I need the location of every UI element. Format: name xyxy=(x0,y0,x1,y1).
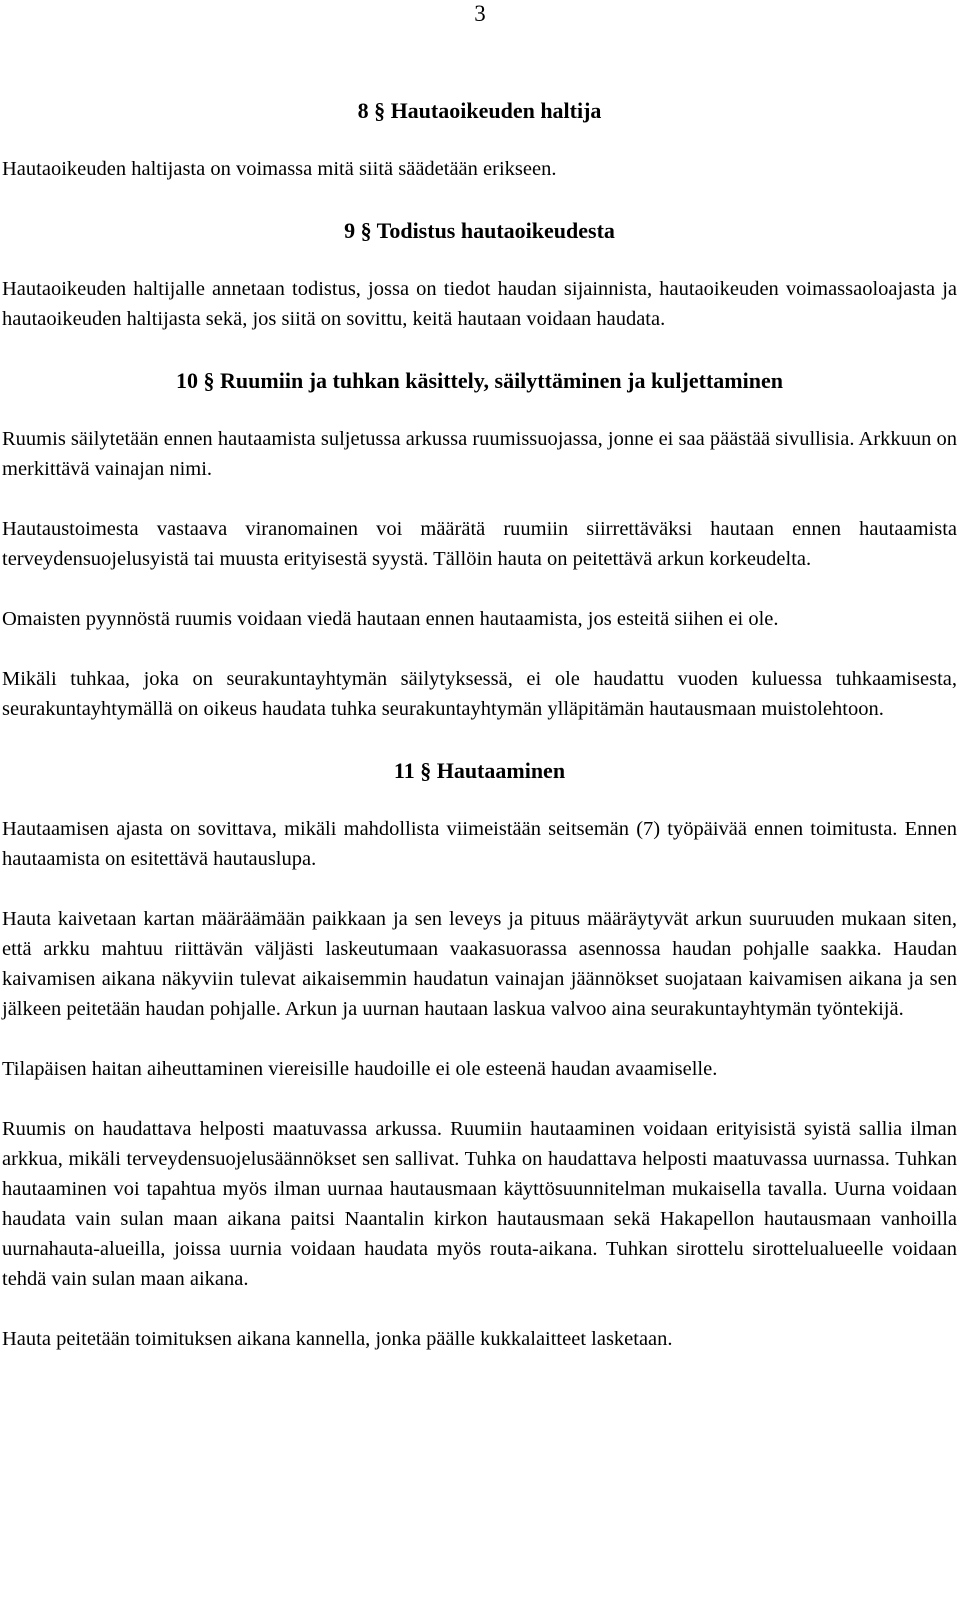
page-number: 3 xyxy=(474,1,486,26)
paragraph: Hautaamisen ajasta on sovittava, mikäli mahdollista viimeistään seitsemän (7) työpäivää ennen toimitusta. Ennen hautaamista on esitettävä hautauslupa. xyxy=(2,818,957,870)
section-heading: 10 § Ruumiin ja tuhkan käsittely, säilyttäminen ja kuljettaminen xyxy=(176,368,783,393)
paragraph: Hautaoikeuden haltijasta on voimassa mitä siitä säädetään erikseen. xyxy=(2,158,557,180)
section-heading: 9 § Todistus hautaoikeudesta xyxy=(344,218,615,243)
paragraph: Omaisten pyynnöstä ruumis voidaan viedä hautaan ennen hautaamista, jos esteitä siihen ei ole. xyxy=(2,608,779,630)
document-body xyxy=(2,94,957,1354)
paragraph: Hautaoikeuden haltijalle annetaan todistus, jossa on tiedot haudan sijainnista, hautaoikeuden voimassaoloajasta ja hautaoikeuden haltijasta sekä, jos siitä on sovittu, keitä hautaan voidaan haudata. xyxy=(2,278,957,330)
paragraph: Hauta peitetään toimituksen aikana kannella, jonka päälle kukkalaitteet lasketaan. xyxy=(2,1328,673,1350)
paragraph: Hautaustoimesta vastaava viranomainen voi määrätä ruumiin siirrettäväksi hautaan ennen hautaamista terveydensuojelusyistä tai muusta erityisestä syystä. Tällöin hauta on peitettävä arkun korkeudelta. xyxy=(2,518,957,570)
paragraph: Ruumis on haudattava helposti maatuvassa arkussa. Ruumiin hautaaminen voidaan erityisistä syistä sallia ilman arkkua, mikäli terveydensuojelusäännökset sen sallivat. Tuhka on haudattava helposti maatuvassa uurnassa. Tuhkan hautaaminen voi tapahtua myös ilman uurnaa hautausmaan käyttösuunnitelman mukaisella tavalla. Uurna voidaan haudata vain sulan maan aikana paitsi Naantalin kirkon hautausmaan sekä Hakapellon hautausmaan vanhoilla uurnahauta-alueilla, joissa uurnia voidaan haudata myös routa-aikana. Tuhkan sirottelu sirottelualueelle voidaan tehdä vain sulan maan aikana. xyxy=(2,1118,957,1290)
section-heading: 11 § Hautaaminen xyxy=(393,758,566,783)
paragraph: Mikäli tuhkaa, joka on seurakuntayhtymän säilytyksessä, ei ole haudattu vuoden kuluessa tuhkaamisesta, seurakuntayhtymällä on oikeus haudata tuhka seurakuntayhtymän ylläpitämän hautausmaan muistolehtoon. xyxy=(2,668,957,720)
paragraph: Ruumis säilytetään ennen hautaamista suljetussa arkussa ruumissuojassa, jonne ei saa päästää sivullisia. Arkkuun on merkittävä vainajan nimi. xyxy=(2,428,957,480)
section-heading: 8 § Hautaoikeuden haltija xyxy=(357,98,602,123)
paragraph: Tilapäisen haitan aiheuttaminen viereisille haudoille ei ole esteenä haudan avaamiselle. xyxy=(2,1058,718,1080)
paragraph: Hauta kaivetaan kartan määräämään paikkaan ja sen leveys ja pituus määräytyvät arkun suuruuden mukaan siten, että arkku mahtuu riittävän väljästi laskeutumaan vaakasuorassa asennossa haudan pohjalle saakka. Haudan kaivamisen aikana näkyviin tulevat aikaisemmin haudatun vainajan jäännökset suojataan kaivamisen aikana ja sen jälkeen peitetään haudan pohjalle. Arkun ja uurnan hautaan laskua valvoo aina seurakuntayhtymän työntekijä. xyxy=(2,908,957,1020)
